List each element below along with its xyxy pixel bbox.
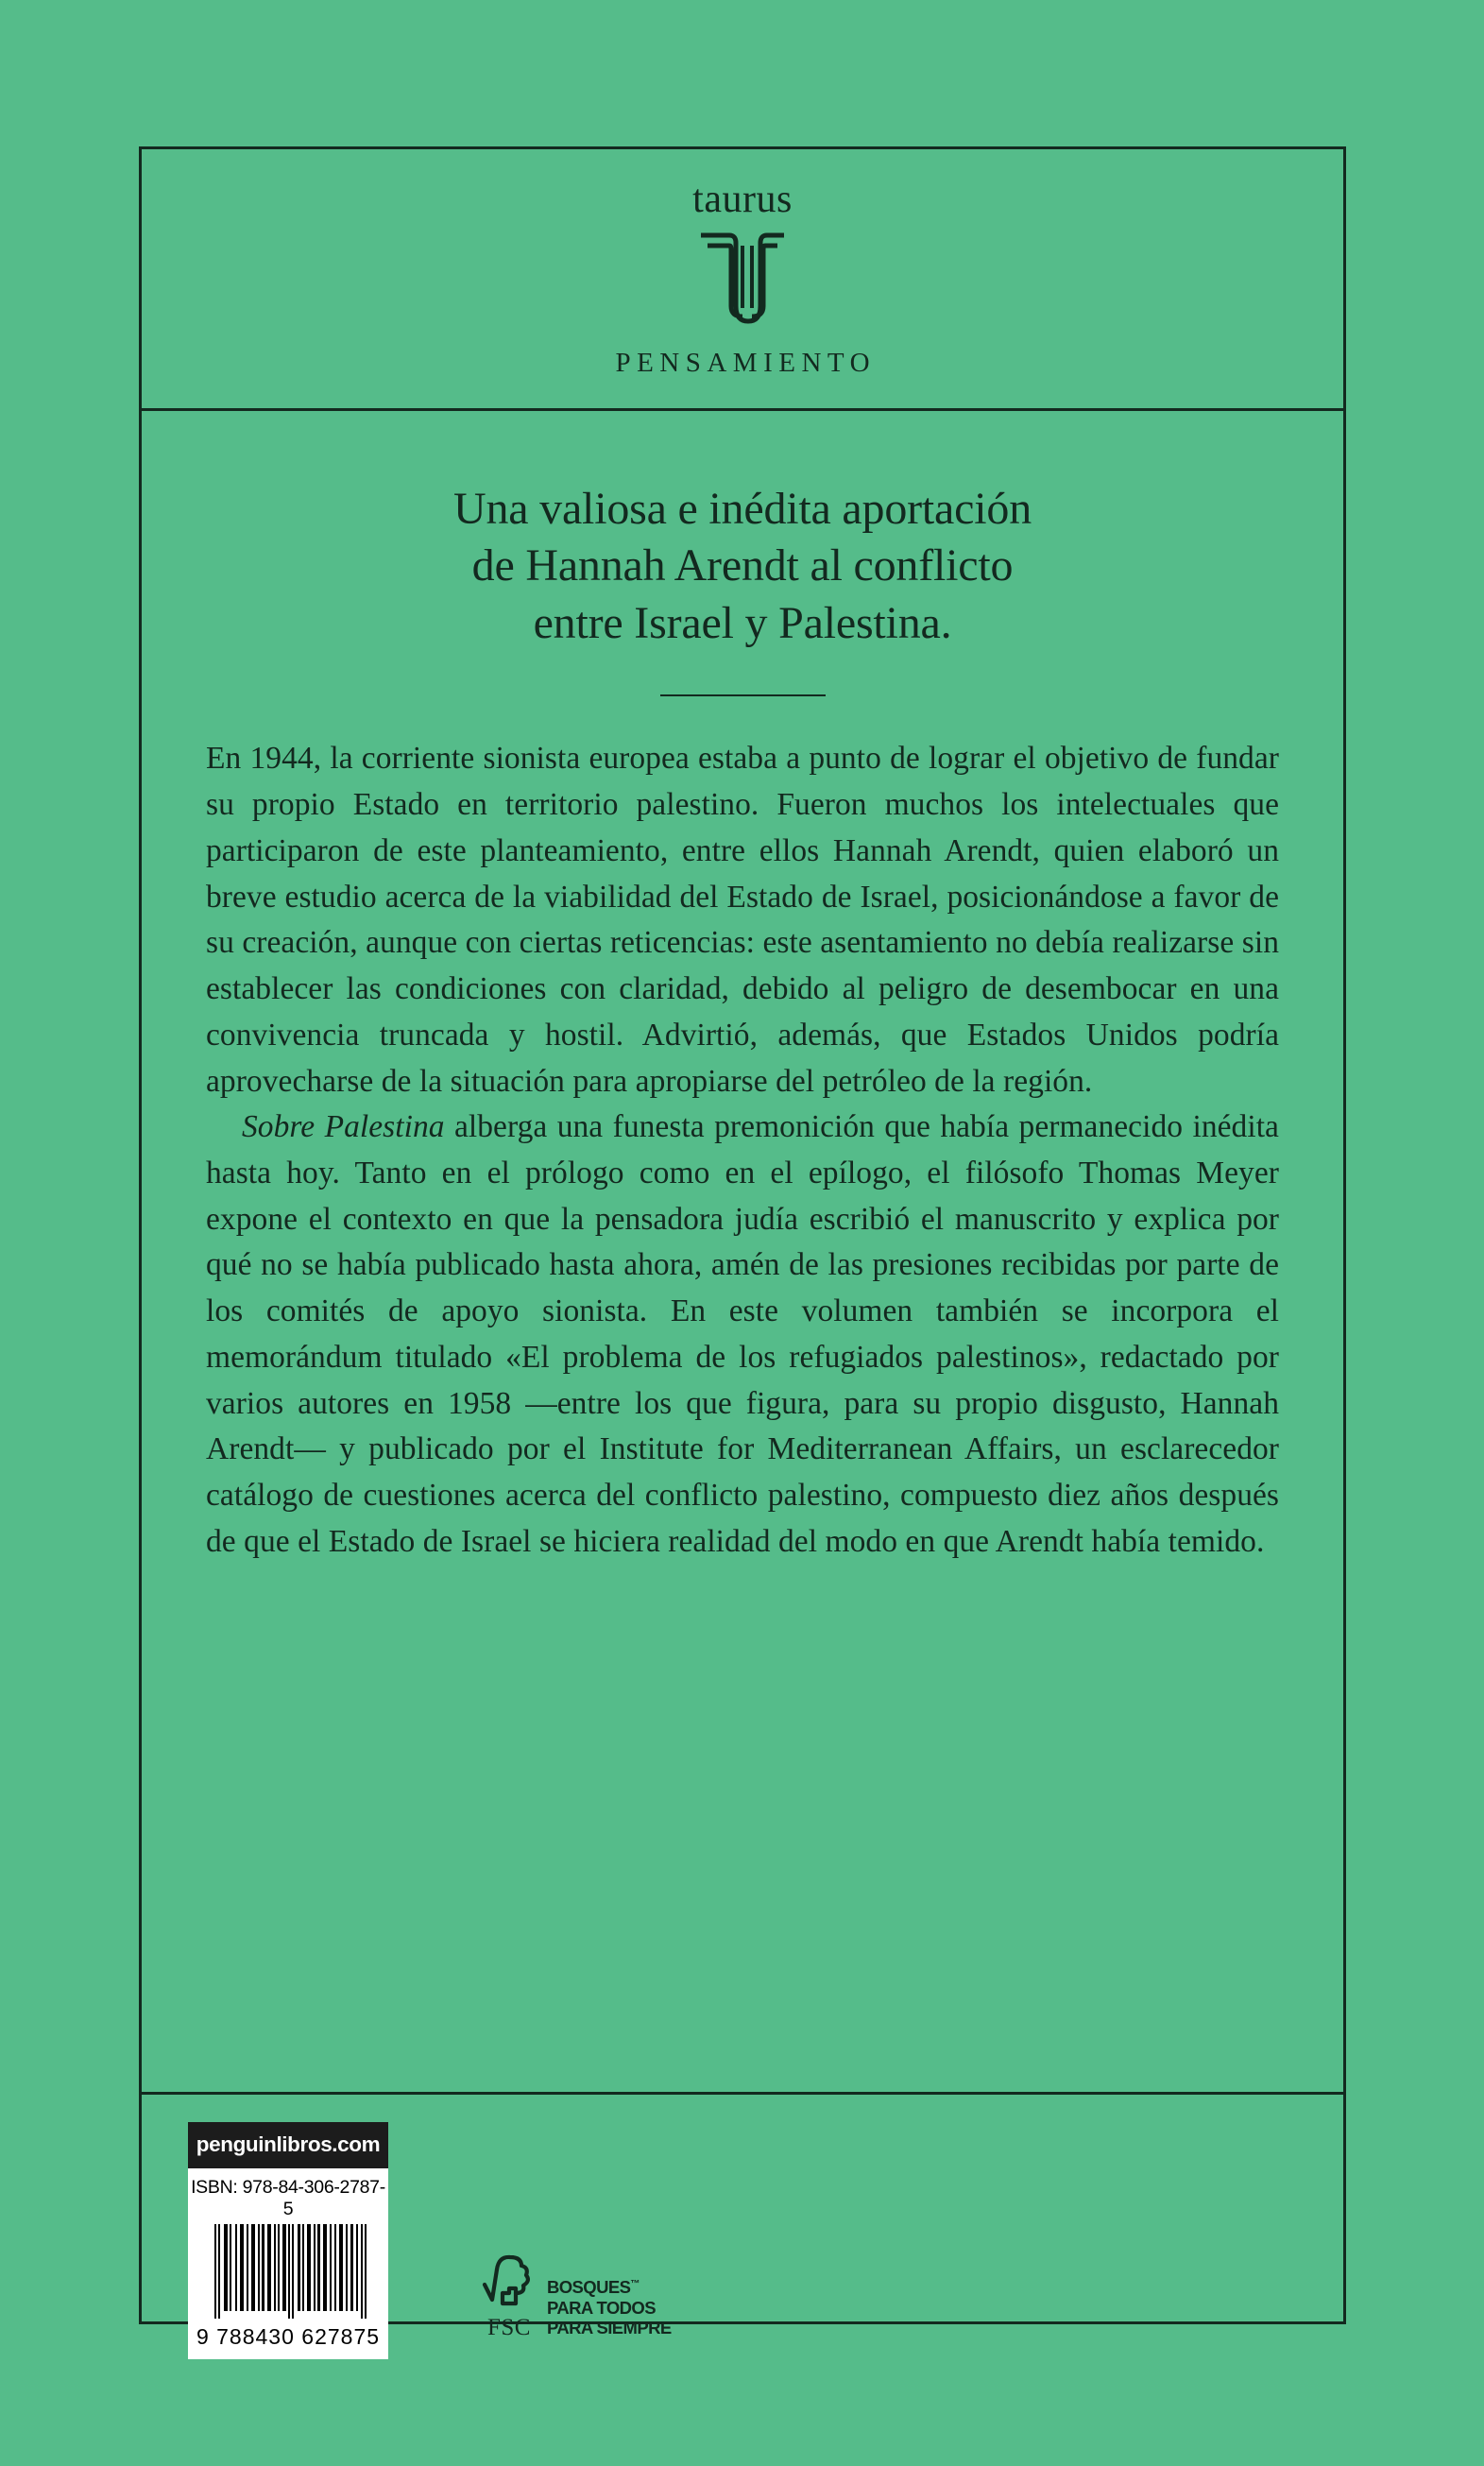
ean13-barcode-icon: [188, 2224, 388, 2326]
imprint-band: [142, 149, 1343, 411]
fsc-block: [480, 2251, 672, 2339]
footer-band: [142, 2095, 1343, 2349]
headline: [206, 411, 1279, 652]
trademark-symbol: ™: [630, 2278, 640, 2289]
barcode-block: [188, 2122, 388, 2359]
blurb-paragraph-1: En 1944, la corriente sionista europea estaba a punto de lograr el objetivo de fundar su propio Estado en territorio palestino. Fueron muchos los intelectuales que participaron de este planteamiento, entre ellos Hannah Arendt, quien elaboró un breve estudio acerca de la viabilidad del Estado de Israel, posicionándose a favor de su creación, aunque con ciertas reticencias: este asentamiento no debía realizarse sin establecer las condiciones con claridad, debido al peligro de desembocar en una convivencia truncada y hostil. Advirtió, además, que Estados Unidos podría aprovecharse de la situación para apropiarse del petróleo de la región.: [206, 741, 1279, 1099]
isbn-text: ISBN: 978-84-306-2787-5: [191, 2177, 385, 2219]
fsc-claim-line-3: PARA SIEMPRE: [547, 2318, 672, 2338]
taurus-wordmark: taurus: [692, 178, 793, 221]
barcode-body: [188, 2168, 388, 2359]
barcode-digits: 9 788430 627875: [196, 2324, 381, 2349]
fsc-letters: FSC: [487, 2315, 531, 2340]
fsc-claim-word: BOSQUES: [547, 2277, 631, 2298]
cover-frame: [139, 146, 1346, 2349]
collection-name: PENSAMIENTO: [615, 348, 877, 378]
fsc-claim: [547, 2277, 672, 2339]
publisher-website[interactable]: penguinlibros.com: [188, 2122, 388, 2168]
blurb-paragraph-2-rest: alberga una funesta premonición que había permanecido inédita hasta hoy. Tanto en el prólogo como en el epílogo, el filósofo Thomas Meyer expone el contexto en que la pensadora judía escribió el manuscrito y explica por qué no se había publicado hasta ahora, amén de las presiones recibidas por parte de los comités de apoyo sionista. En este volumen también se incorpora el memorándum titulado «El problema de los refugiados palestinos», redactado por varios autores en 1958 —entre los que figura, para su propio disgusto, Hannah Arendt— y publicado por el Institute for Mediterranean Affairs, un esclarecedor catálogo de cuestiones acerca del conflicto palestino, compuesto diez años después de que el Estado de Israel se hiciera realidad del modo en que Arendt había temido.: [206, 1109, 1279, 1559]
fsc-tree-checkmark-icon: [480, 2251, 538, 2314]
fsc-claim-line-2: PARA TODOS: [547, 2297, 656, 2318]
book-title-italic: Sobre Palestina: [242, 1109, 445, 1145]
headline-line-1: Una valiosa e inédita aportación: [452, 484, 1032, 534]
blurb-paragraph-2: [206, 1105, 1279, 1565]
fsc-claim-line-1: [547, 2277, 672, 2298]
headline-line-2: de Hannah Arendt al conflicto: [471, 540, 1014, 591]
fsc-mark: [480, 2251, 538, 2339]
taurus-t-logo-icon: [697, 227, 788, 333]
blurb-area: [142, 411, 1343, 2095]
headline-line-3: entre Israel y Palestina.: [533, 597, 952, 648]
